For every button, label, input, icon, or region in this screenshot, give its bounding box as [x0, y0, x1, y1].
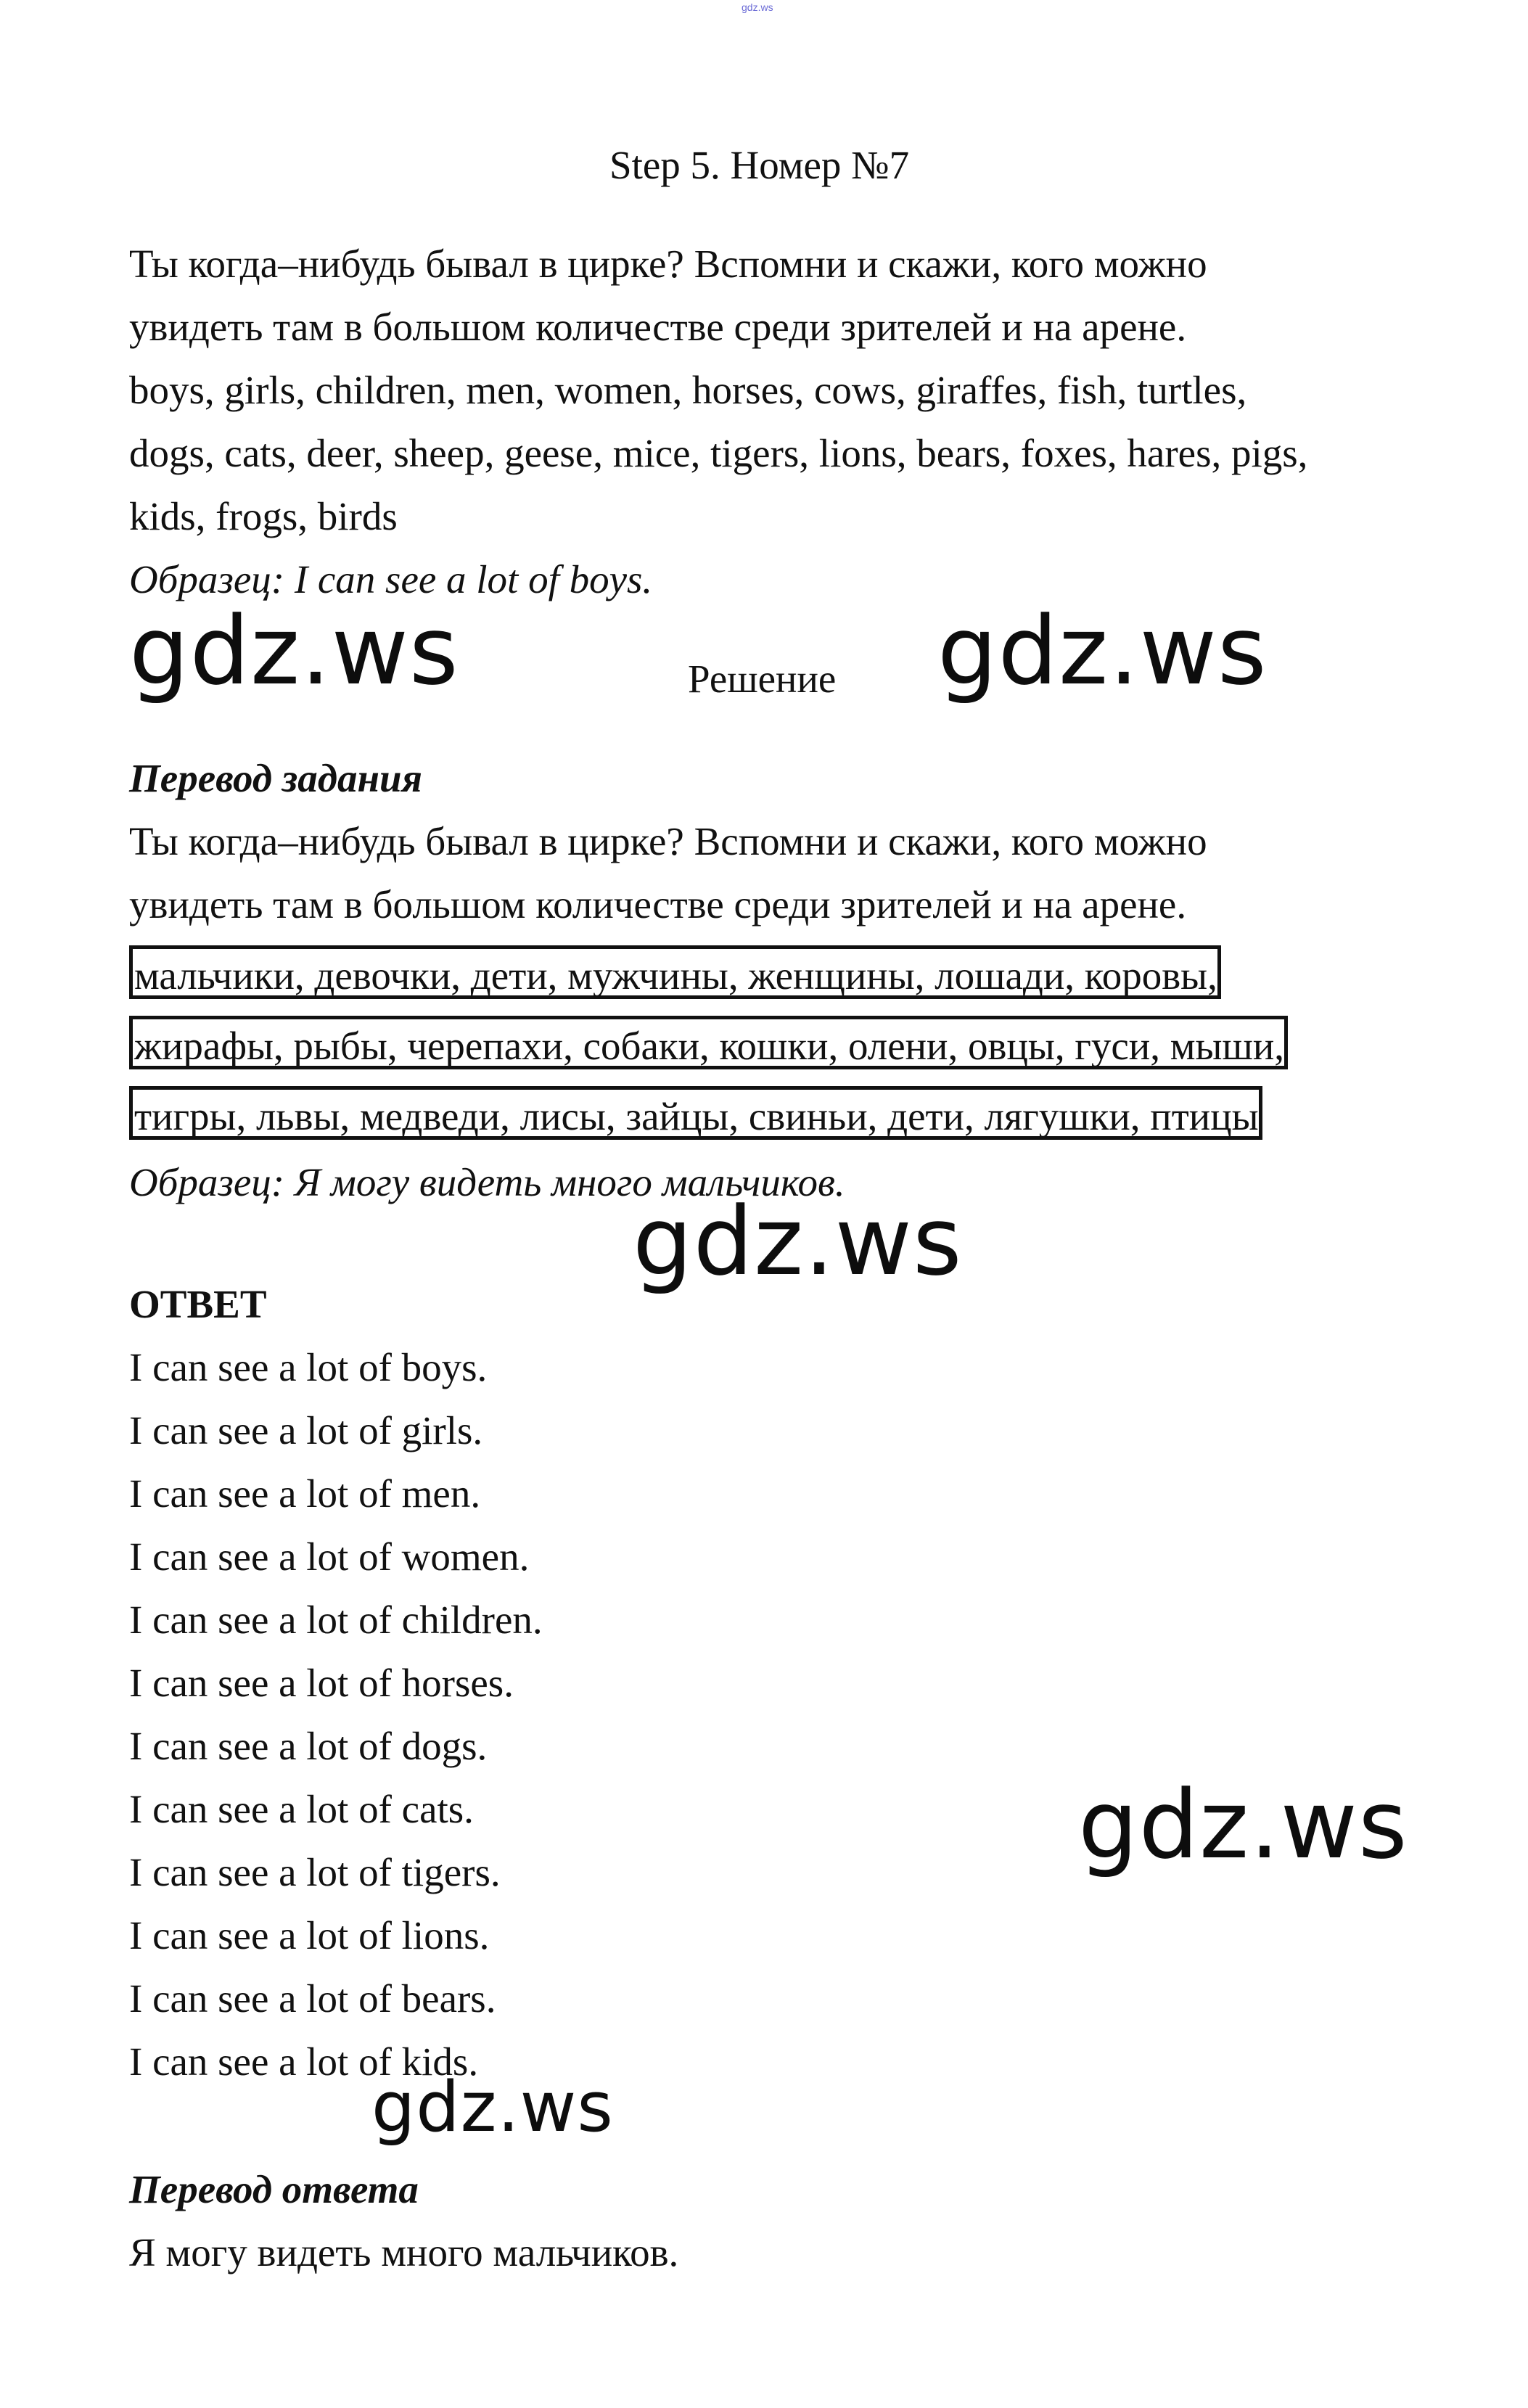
- task-line-1: Ты когда–нибудь бывал в цирке? Вспомни и скажи, кого можно: [129, 242, 1207, 286]
- translation-heading: Перевод задания: [129, 756, 422, 800]
- answer-heading: ОТВЕТ: [129, 1282, 267, 1326]
- boxed-line-2: жирафы, рыбы, черепахи, собаки, кошки, олени, овцы, гуси, мыши,: [129, 1016, 1288, 1069]
- answer-line-11: I can see a lot of bears.: [129, 1976, 496, 2021]
- tiny-top-label: gdz.ws: [742, 1, 773, 13]
- task-line-4: dogs, cats, deer, sheep, geese, mice, tigers, lions, bears, foxes, hares, pigs,: [129, 431, 1308, 475]
- translation-example: Образец: Я могу видеть много мальчиков.: [129, 1160, 845, 1204]
- watermark-3: gdz.ws: [633, 1186, 963, 1297]
- answer-translation-heading: Перевод ответа: [129, 2167, 419, 2211]
- answer-line-2: I can see a lot of girls.: [129, 1408, 483, 1452]
- boxed-line-1: мальчики, девочки, дети, мужчины, женщины, лошади, коровы,: [129, 945, 1221, 999]
- translation-line-1: Ты когда–нибудь бывал в цирке? Вспомни и скажи, кого можно: [129, 819, 1207, 863]
- boxed-line-3: тигры, львы, медведи, лисы, зайцы, свиньи, дети, лягушки, птицы: [129, 1086, 1262, 1140]
- answer-line-7: I can see a lot of dogs.: [129, 1724, 488, 1768]
- watermark-1: gdz.ws: [129, 596, 459, 706]
- answer-line-4: I can see a lot of women.: [129, 1534, 530, 1579]
- translation-line-2: увидеть там в большом количестве среди зрителей и на арене.: [129, 882, 1187, 926]
- watermark-4: gdz.ws: [1078, 1770, 1408, 1880]
- answer-line-6: I can see a lot of horses.: [129, 1661, 514, 1705]
- task-line-3: boys, girls, children, men, women, horses, cows, giraffes, fish, turtles,: [129, 368, 1247, 412]
- watermark-2: gdz.ws: [937, 596, 1268, 706]
- solution-label: Решение: [688, 657, 837, 701]
- page-title: Step 5. Номер №7: [609, 143, 910, 187]
- answer-line-10: I can see a lot of lions.: [129, 1913, 490, 1957]
- task-line-5: kids, frogs, birds: [129, 494, 398, 538]
- answer-line-12: I can see a lot of kids.: [129, 2039, 479, 2084]
- answer-line-3: I can see a lot of men.: [129, 1471, 481, 1516]
- task-line-2: увидеть там в большом количестве среди зрителей и на арене.: [129, 305, 1187, 349]
- answer-line-8: I can see a lot of cats.: [129, 1787, 474, 1831]
- answer-line-9: I can see a lot of tigers.: [129, 1850, 501, 1894]
- answer-line-1: I can see a lot of boys.: [129, 1345, 488, 1389]
- task-example: Образец: I can see a lot of boys.: [129, 557, 653, 601]
- answer-translation-line-1: Я могу видеть много мальчиков.: [129, 2230, 679, 2275]
- answer-line-5: I can see a lot of children.: [129, 1598, 543, 1642]
- watermark-5: gdz.ws: [371, 2068, 614, 2148]
